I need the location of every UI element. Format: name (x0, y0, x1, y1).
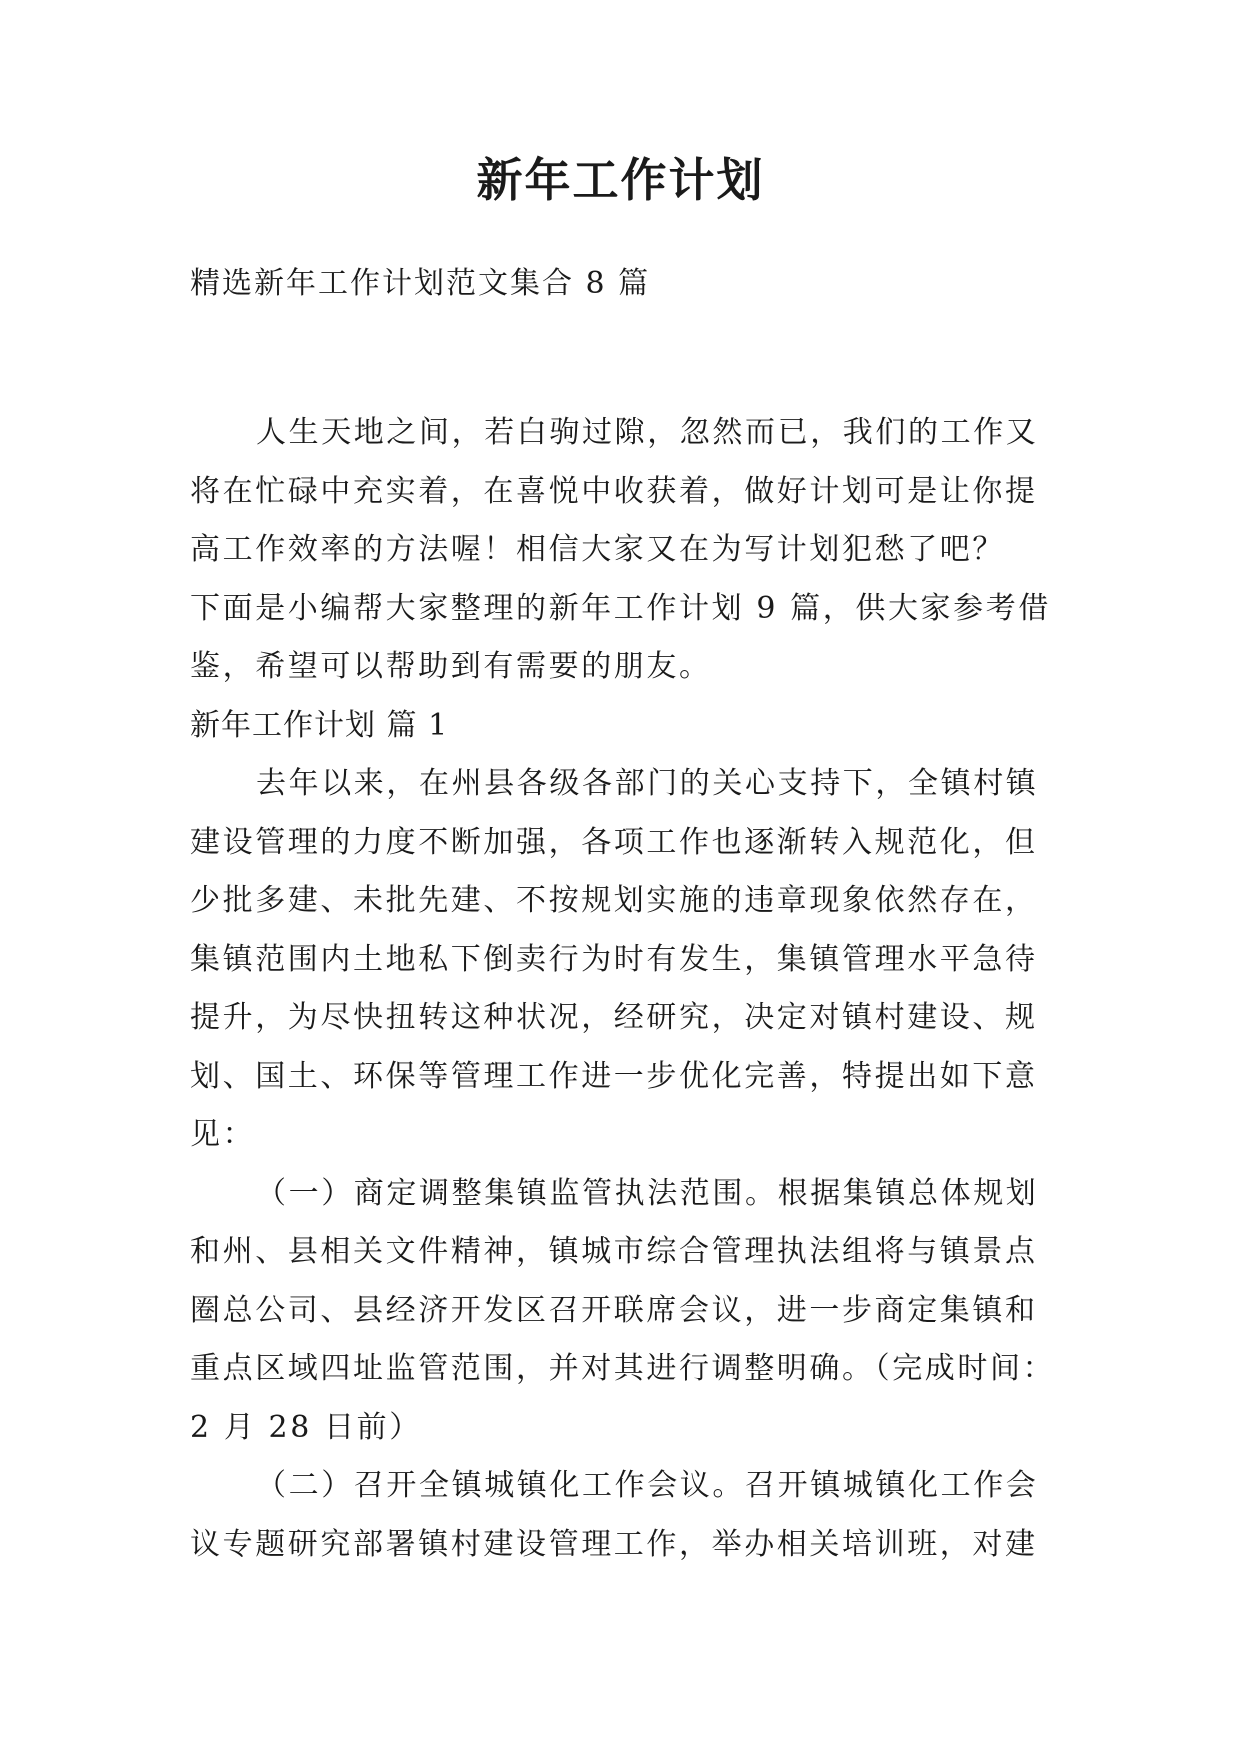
paragraph-line: 划、国土、环保等管理工作进一步优化完善，特提出如下意 (190, 1058, 1038, 1094)
document-subtitle: 精选新年工作计划范文集合 8 篇 (190, 266, 651, 301)
paragraph-line: 人生天地之间，若白驹过隙，忽然而已，我们的工作又 (256, 415, 1039, 450)
paragraph-line: 将在忙碌中充实着，在喜悦中收获着，做好计划可是让你提 (190, 473, 1038, 509)
paragraph-line: 提升，为尽快扭转这种状况，经研究，决定对镇村建设、规 (190, 1000, 1038, 1035)
document-body (190, 404, 1070, 1574)
paragraph-line: 重点区域四址监管范围，并对其进行调整明确。（完成时间： (190, 1351, 1056, 1386)
paragraph-line: 集镇范围内土地私下倒卖行为时有发生，集镇管理水平急待 (190, 941, 1038, 977)
paragraph-line: （二）召开全镇城镇化工作会议。召开镇城镇化工作会 (256, 1468, 1039, 1503)
paragraph-line: 见： (190, 1117, 256, 1152)
paragraph-line: （一）商定调整集镇监管执法范围。根据集镇总体规划 (256, 1175, 1039, 1211)
paragraph-line: 鉴，希望可以帮助到有需要的朋友。 (190, 649, 712, 684)
paragraph-line: 2 月 28 日前） (190, 1409, 422, 1445)
paragraph-line: 去年以来，在州县各级各部门的关心支持下，全镇村镇 (256, 766, 1039, 801)
section-heading: 新年工作计划 篇 1 (190, 707, 449, 743)
paragraph-line: 高工作效率的方法喔！相信大家又在为写计划犯愁了吧？ (190, 532, 1005, 567)
paragraph-line: 议专题研究部署镇村建设管理工作，举办相关培训班，对建 (190, 1526, 1038, 1562)
paragraph-line: 和州、县相关文件精神，镇城市综合管理执法组将与镇景点 (190, 1234, 1038, 1269)
document-title: 新年工作计划 (476, 153, 765, 207)
paragraph-line: 圈总公司、县经济开发区召开联席会议，进一步商定集镇和 (190, 1292, 1038, 1328)
paragraph-line: 下面是小编帮大家整理的新年工作计划 9 篇，供大家参考借 (190, 590, 1051, 626)
paragraph-line: 少批多建、未批先建、不按规划实施的违章现象依然存在， (190, 883, 1038, 918)
paragraph-line: 建设管理的力度不断加强，各项工作也逐渐转入规范化，但 (190, 824, 1038, 860)
